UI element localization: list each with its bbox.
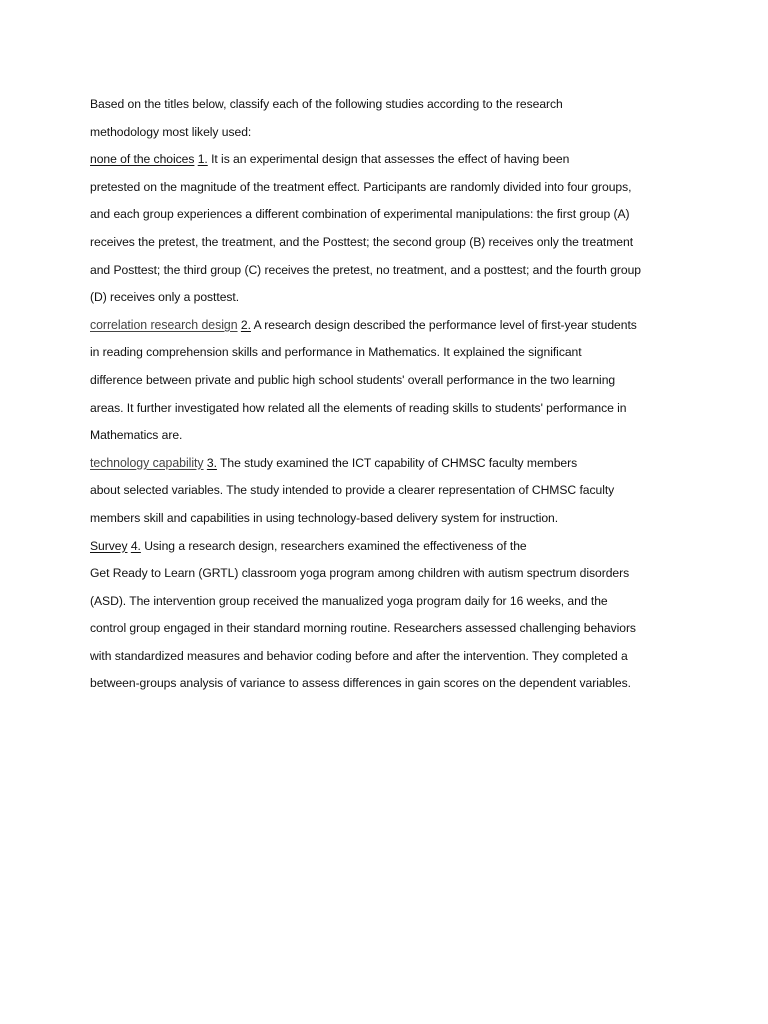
- answer-1: none of the choices: [90, 152, 195, 167]
- question-2-line: Mathematics are.: [90, 428, 183, 443]
- question-1-text: It is an experimental design that assesses the effect of having been: [207, 152, 570, 167]
- answer-2: correlation research design: [90, 317, 238, 332]
- question-4-line: between-groups analysis of variance to assess differences in gain scores on the dependent variables.: [90, 676, 631, 691]
- question-1-line: and Posttest; the third group (C) receives the pretest, no treatment, and a posttest; and the fourth group: [90, 262, 642, 277]
- answer-4: Survey: [90, 538, 128, 553]
- question-number-4: 4.: [130, 538, 141, 553]
- question-2-line: in reading comprehension skills and performance in Mathematics. It explained the significant: [90, 345, 582, 360]
- question-1-line: and each group experiences a different combination of experimental manipulations: the first group (A): [90, 207, 630, 222]
- intro-line: Based on the titles below, classify each of the following studies according to the research: [90, 97, 563, 111]
- question-4-line: with standardized measures and behavior coding before and after the intervention. They completed a: [90, 648, 628, 663]
- question-4-text: Using a research design, researchers examined the effectiveness of the: [140, 538, 527, 553]
- question-3-line: about selected variables. The study intended to provide a clearer representation of CHMSC faculty: [90, 483, 615, 498]
- document-body: [90, 91, 690, 698]
- question-4-line: (ASD). The intervention group received the manualized yoga program daily for 16 weeks, and the: [90, 593, 608, 608]
- question-number-3: 3.: [206, 455, 217, 470]
- question-2-first-line: [90, 312, 678, 340]
- question-1-line: pretested on the magnitude of the treatment effect. Participants are randomly divided into four groups,: [90, 179, 632, 194]
- question-2-line: areas. It further investigated how related all the elements of reading skills to students' performance in: [90, 400, 627, 415]
- question-1-line: receives the pretest, the treatment, and the Posttest; the second group (B) receives only the treatment: [90, 234, 634, 249]
- question-1-first-line: [90, 146, 678, 174]
- answer-3: technology capability: [90, 455, 204, 470]
- question-4-line: Get Ready to Learn (GRTL) classroom yoga program among children with autism spectrum disorders: [90, 566, 630, 581]
- question-2-text: A research design described the performance level of first-year students: [250, 317, 637, 332]
- question-4-first-line: [90, 533, 678, 561]
- question-4-line: control group engaged in their standard morning routine. Researchers assessed challenging behaviors: [90, 621, 636, 636]
- question-3-first-line: [90, 450, 678, 478]
- question-number-2: 2.: [240, 317, 251, 332]
- question-1-line: (D) receives only a posttest.: [90, 290, 240, 305]
- question-2-line: difference between private and public high school students' overall performance in the two learning: [90, 372, 616, 387]
- question-3-text: The study examined the ICT capability of CHMSC faculty members: [216, 455, 578, 470]
- question-number-1: 1.: [197, 152, 208, 167]
- intro-line: methodology most likely used:: [90, 124, 252, 139]
- question-3-line: members skill and capabilities in using technology-based delivery system for instruction.: [90, 510, 559, 525]
